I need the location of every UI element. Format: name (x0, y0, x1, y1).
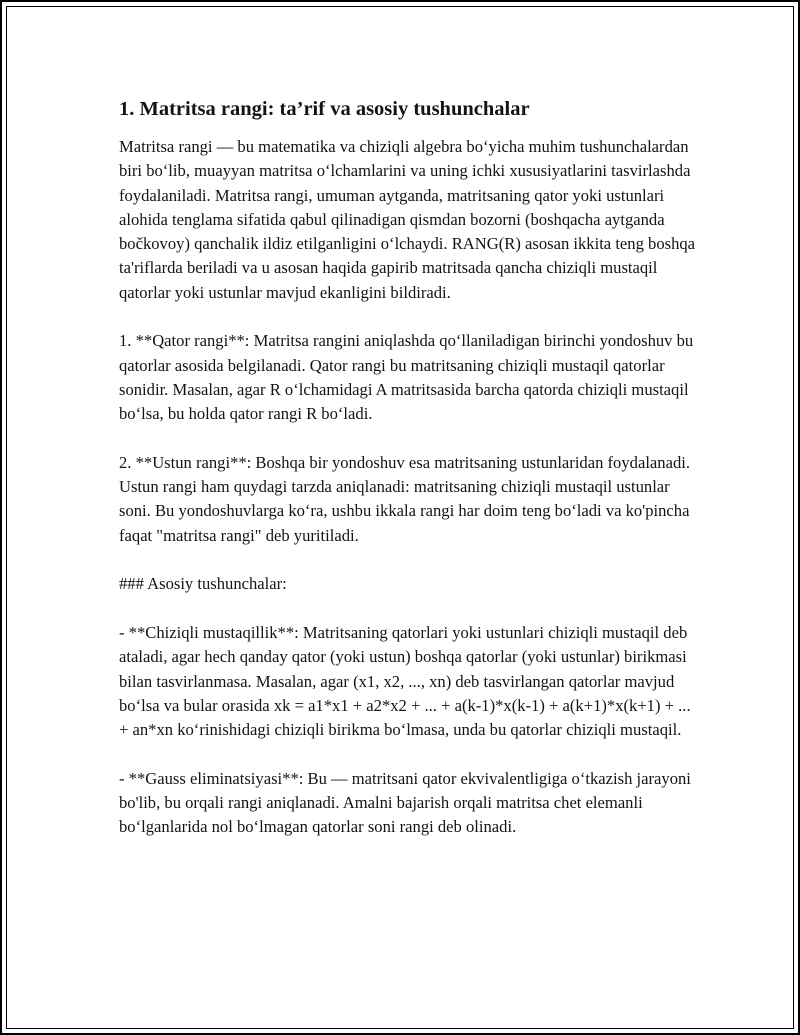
intro-paragraph: Matritsa rangi — bu matematika va chiziqli algebra bo‘yicha muhim tushunchalardan biri bo‘lib, muayyan matritsa o‘lchamlarini va uning ichki xususiyatlarini tasvirlashda foydalaniladi. Matritsa rangi, umuman aytganda, matritsaning qator yoki ustunlari alohida tenglama sifatida qabul qilinadigan qismdan bozorni (boshqacha aytganda bočkovoy) qanchalik ildiz etilganligini o‘lchaydi. RANG(R) asosan ikkita teng boshqa ta'riflarda beriladi va u asosan haqida gapirib matritsada qancha chiziqli mustaqil qatorlar yoki ustunlar mavjud ekanligini bildiradi. (119, 137, 696, 302)
paragraph-gap (119, 597, 699, 621)
paragraph-gap (119, 742, 699, 766)
document-title: 1. Matritsa rangi: ta’rif va asosiy tushunchalar (119, 98, 530, 120)
gauss-elimination-paragraph: - **Gauss eliminatsiyasi**: Bu — matritsani qator ekvivalentligiga o‘tkazish jarayoni bo'lib, bu orqali rangi aniqlanadi. Amalni bajarish orqali matritsa chet elemanli bo‘lganlarida nol bo‘lmagan qatorlar soni rangi deb olinadi. (119, 768, 691, 837)
row-rank-paragraph: 1. **Qator rangi**: Matritsa rangini aniqlashda qo‘llaniladigan birinchi yondoshuv bu qatorlar asosida belgilanadi. Qator rangi bu matritsaning chiziqli mustaqil qatorlar sonidir. Masalan, agar R o‘lchamidagi A matritsasida barcha qatorda chiziqli mustaqil bo‘lsa, bu holda qator rangi R bo‘ladi. (119, 331, 694, 424)
section-heading: ### Asosiy tushunchalar: (119, 574, 287, 594)
document-body (119, 94, 699, 840)
paragraph-gap (119, 548, 699, 572)
paragraph-gap (119, 427, 699, 451)
paragraph-gap (119, 305, 699, 329)
column-rank-paragraph: 2. **Ustun rangi**: Boshqa bir yondoshuv esa matritsaning ustunlaridan foydalanadi. Ustun rangi ham quydagi tarzda aniqlanadi: matritsaning chiziqli mustaqil ustunlar soni. Bu yondoshuvlarga ko‘ra, ushbu ikkala rangi har doim teng bo‘ladi va ko'pincha faqat "matritsa rangi" deb yuritiladi. (119, 452, 691, 545)
linear-independence-paragraph: - **Chiziqli mustaqillik**: Matritsaning qatorlari yoki ustunlari chiziqli mustaqil deb ataladi, agar hech qanday qator (yoki ustun) boshqa qatorlar (yoki ustunlar) birikmasi bilan tasvirlanmasa. Masalan, agar (x1, x2, ..., xn) deb tasvirlangan qatorlar mavjud bo‘lsa va bular orasida xk = a1*x1 + a2*x2 + ... + a(k-1)*x(k-1) + a(k+1)*x(k+1) + ... + an*xn ko‘rinishidagi chiziqli birikma bo‘lmasa, unda bu qatorlar chiziqli mustaqil. (119, 622, 691, 740)
